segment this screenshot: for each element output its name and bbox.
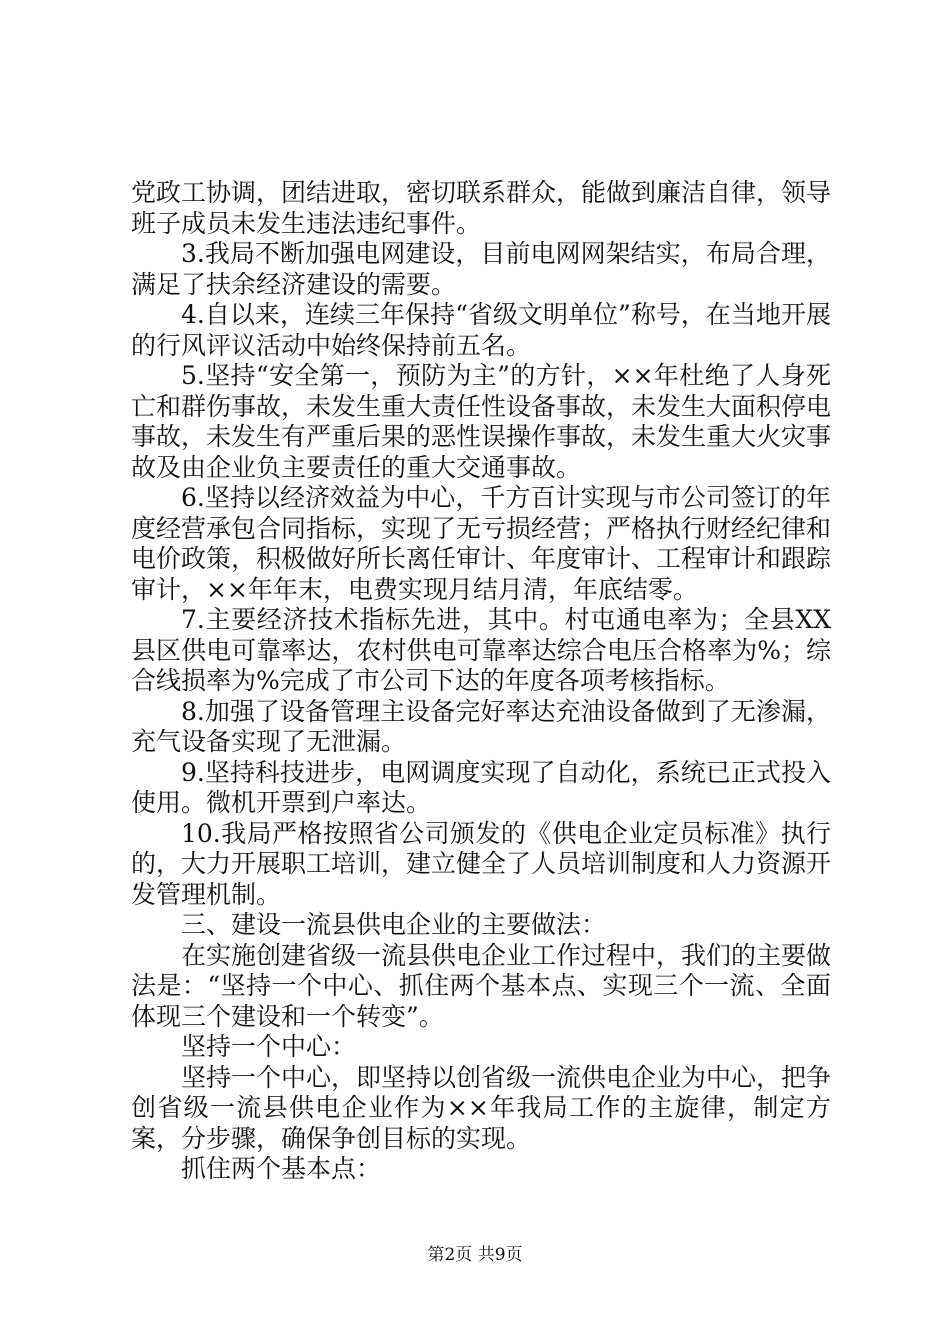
paragraph-main-approach: 在实施创建省级一流县供电企业工作过程中，我们的主要做法是：“坚持一个中心、抓住两个基本点、实现三个一流、全面体现三个建设和一个转变”。 xyxy=(131,940,832,1031)
paragraph-item-6: 6.坚持以经济效益为中心，千方百计实现与市公司签订的年度经营承包合同指标，实现了无亏损经营；严格执行财经纪律和电价政策，积极做好所长离任审计、年度审计、工程审计和跟踪审计，××年年末，电费实现月结月清，年底结零。 xyxy=(131,483,832,604)
paragraph-item-7: 7.主要经济技术指标先进，其中。村屯通电率为；全县XX县区供电可靠率达，农村供电可靠率达综合电压合格率为%；综合线损率为%完成了市公司下达的年度各项考核指标。 xyxy=(131,605,831,695)
section-heading-3: 三、建设一流县供电企业的主要做法： xyxy=(181,910,607,939)
paragraph-item-3: 3.我局不断加强电网建设，目前电网网架结实，布局合理，满足了扶余经济建设的需要。 xyxy=(131,239,831,299)
paragraph-item-4: 4.自以来，连续三年保持“省级文明单位”称号，在当地开展的行风评议活动中始终保持前五名。 xyxy=(131,300,831,360)
document-body xyxy=(131,178,831,1185)
paragraph-one-center: 坚持一个中心，即坚持以创省级一流供电企业为中心，把争创省级一流县供电企业作为××年我局工作的主旋律，制定方案，分步骤，确保争创目标的实现。 xyxy=(131,1062,832,1153)
paragraph-item-5: 5.坚持“安全第一，预防为主”的方针，××年杜绝了人身死亡和群伤事故，未发生重大责任性设备事故，未发生大面积停电事故，未发生有严重后果的恶性误操作事故，未发生重大火灾事故及由企业负主要责任的重大交通事故。 xyxy=(131,361,832,482)
paragraph-item-8: 8.加强了设备管理主设备完好率达充油设备做到了无渗漏，充气设备实现了无泄漏。 xyxy=(131,696,831,756)
subheading-one-center: 坚持一个中心： xyxy=(181,1032,357,1061)
paragraph-item-10: 10.我局严格按照省公司颁发的《供电企业定员标准》执行的，大力开展职工培训，建立健全了人员培训制度和人力资源开发管理机制。 xyxy=(131,818,832,909)
paragraph-item-9: 9.坚持科技进步，电网调度实现了自动化，系统已正式投入使用。微机开票到户率达。 xyxy=(131,757,831,817)
paragraph-continuation: 党政工协调，团结进取，密切联系群众，能做到廉洁自律，领导班子成员未发生违法违纪事件。 xyxy=(131,178,832,238)
subheading-two-basics: 抓住两个基本点： xyxy=(181,1154,382,1183)
page-number-footer: 第2页 共9页 xyxy=(427,1245,523,1265)
